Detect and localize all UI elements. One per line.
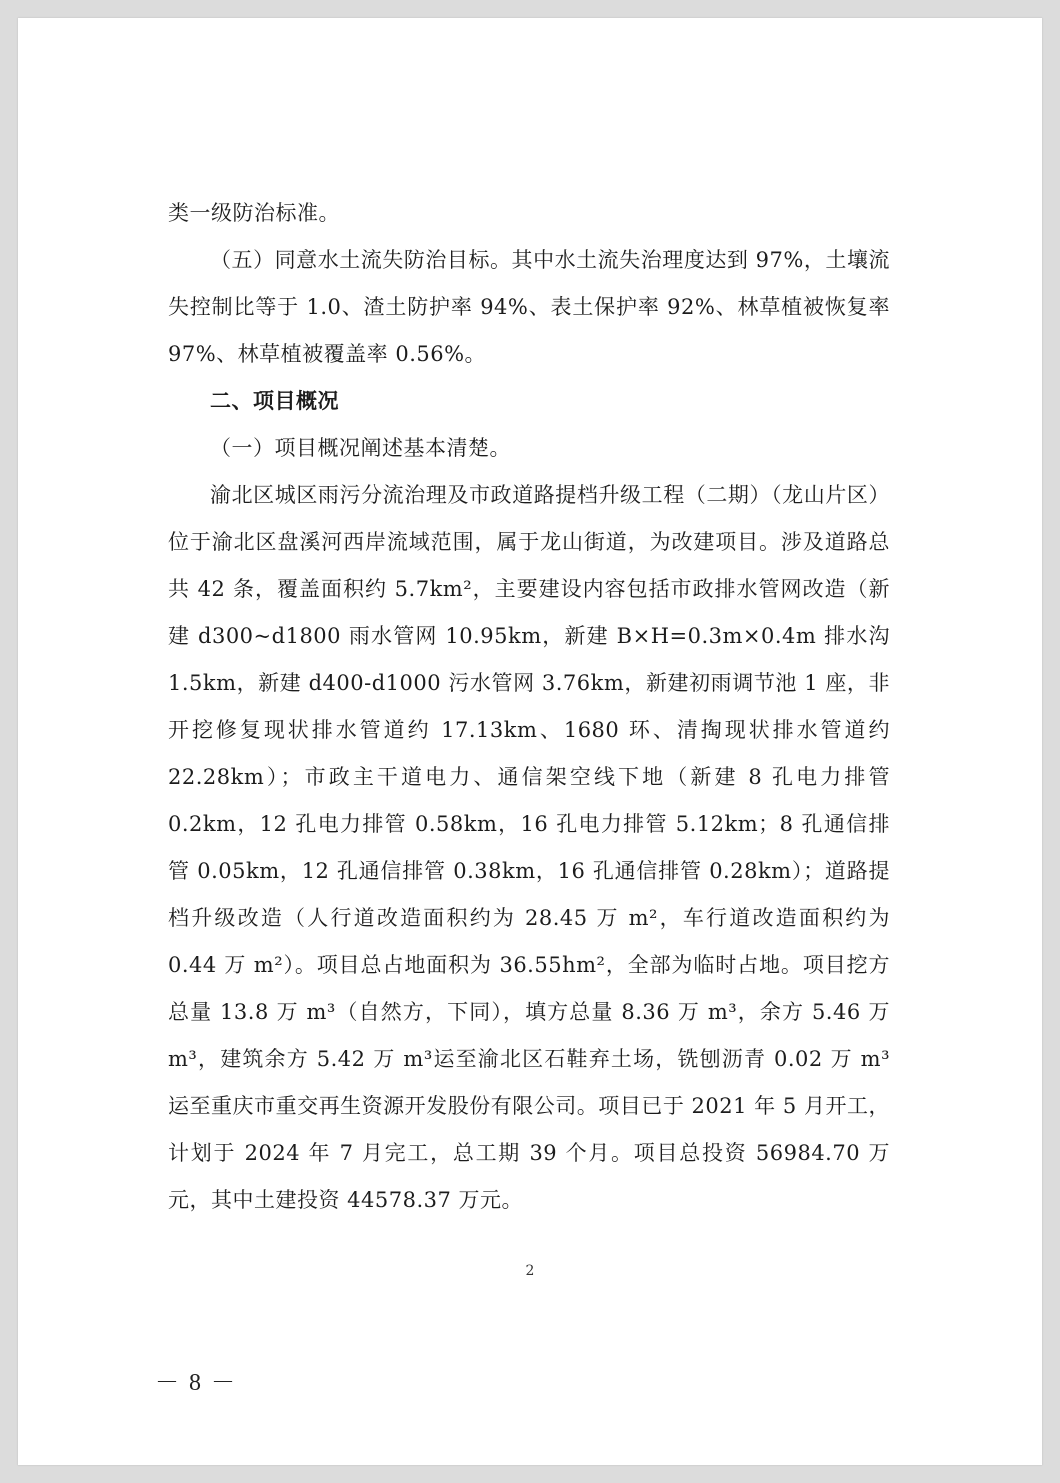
inner-page-number: 2 (525, 1263, 535, 1279)
document-body (168, 190, 890, 1224)
paragraph-standard-continuation: 类一级防治标准。 (168, 201, 340, 225)
paragraph-overview-summary: （一）项目概况阐述基本清楚。 (210, 436, 511, 460)
section-heading-project-overview: 二、项目概况 (210, 389, 339, 413)
paragraph-project-details: 渝北区城区雨污分流治理及市政道路提档升级工程（二期）（龙山片区）位于渝北区盘溪河西岸流域范围，属于龙山街道，为改建项目。涉及道路总共 42 条，覆盖面积约 5.7km²，主要建设内容包括市政排水管网改造（新建 d300~d1800 雨水管网 10.95km，新建 B×H=0.3m×0.4m 排水沟 1.5km，新建 d400-d1000 污水管网 3.76km，新建初雨调节池 1 座，非开挖修复现状排水管道约 17.13km、1680 环、清掏现状排水管道约 22.28km）；市政主干道电力、通信架空线下地（新建 8 孔电力排管 0.2km，12 孔电力排管 0.58km，16 孔电力排管 5.12km；8 孔通信排管 0.05km，12 孔通信排管 0.38km，16 孔通信排管 0.28km）；道路提档升级改造（人行道改造面积约为 28.45 万 m²，车行道改造面积约为 0.44 万 m²）。项目总占地面积为 36.55hm²，全部为临时占地。项目挖方总量 13.8 万 m³（自然方，下同），填方总量 8.36 万 m³，余方 5.46 万 m³，建筑余方 5.42 万 m³运至渝北区石鞋弃土场，铣刨沥青 0.02 万 m³运至重庆市重交再生资源开发股份有限公司。项目已于 2021 年 5 月开工，计划于 2024 年 7 月完工，总工期 39 个月。项目总投资 56984.70 万元，其中土建投资 44578.37 万元。 (168, 483, 890, 1212)
outer-page-number: － 8 － (155, 1370, 237, 1396)
paragraph-prevention-targets: （五）同意水土流失防治目标。其中水土流失治理度达到 97%，土壤流失控制比等于 1.0、渣土防护率 94%、表土保护率 92%、林草植被恢复率 97%、林草植被覆盖率 0.56%。 (168, 248, 890, 366)
